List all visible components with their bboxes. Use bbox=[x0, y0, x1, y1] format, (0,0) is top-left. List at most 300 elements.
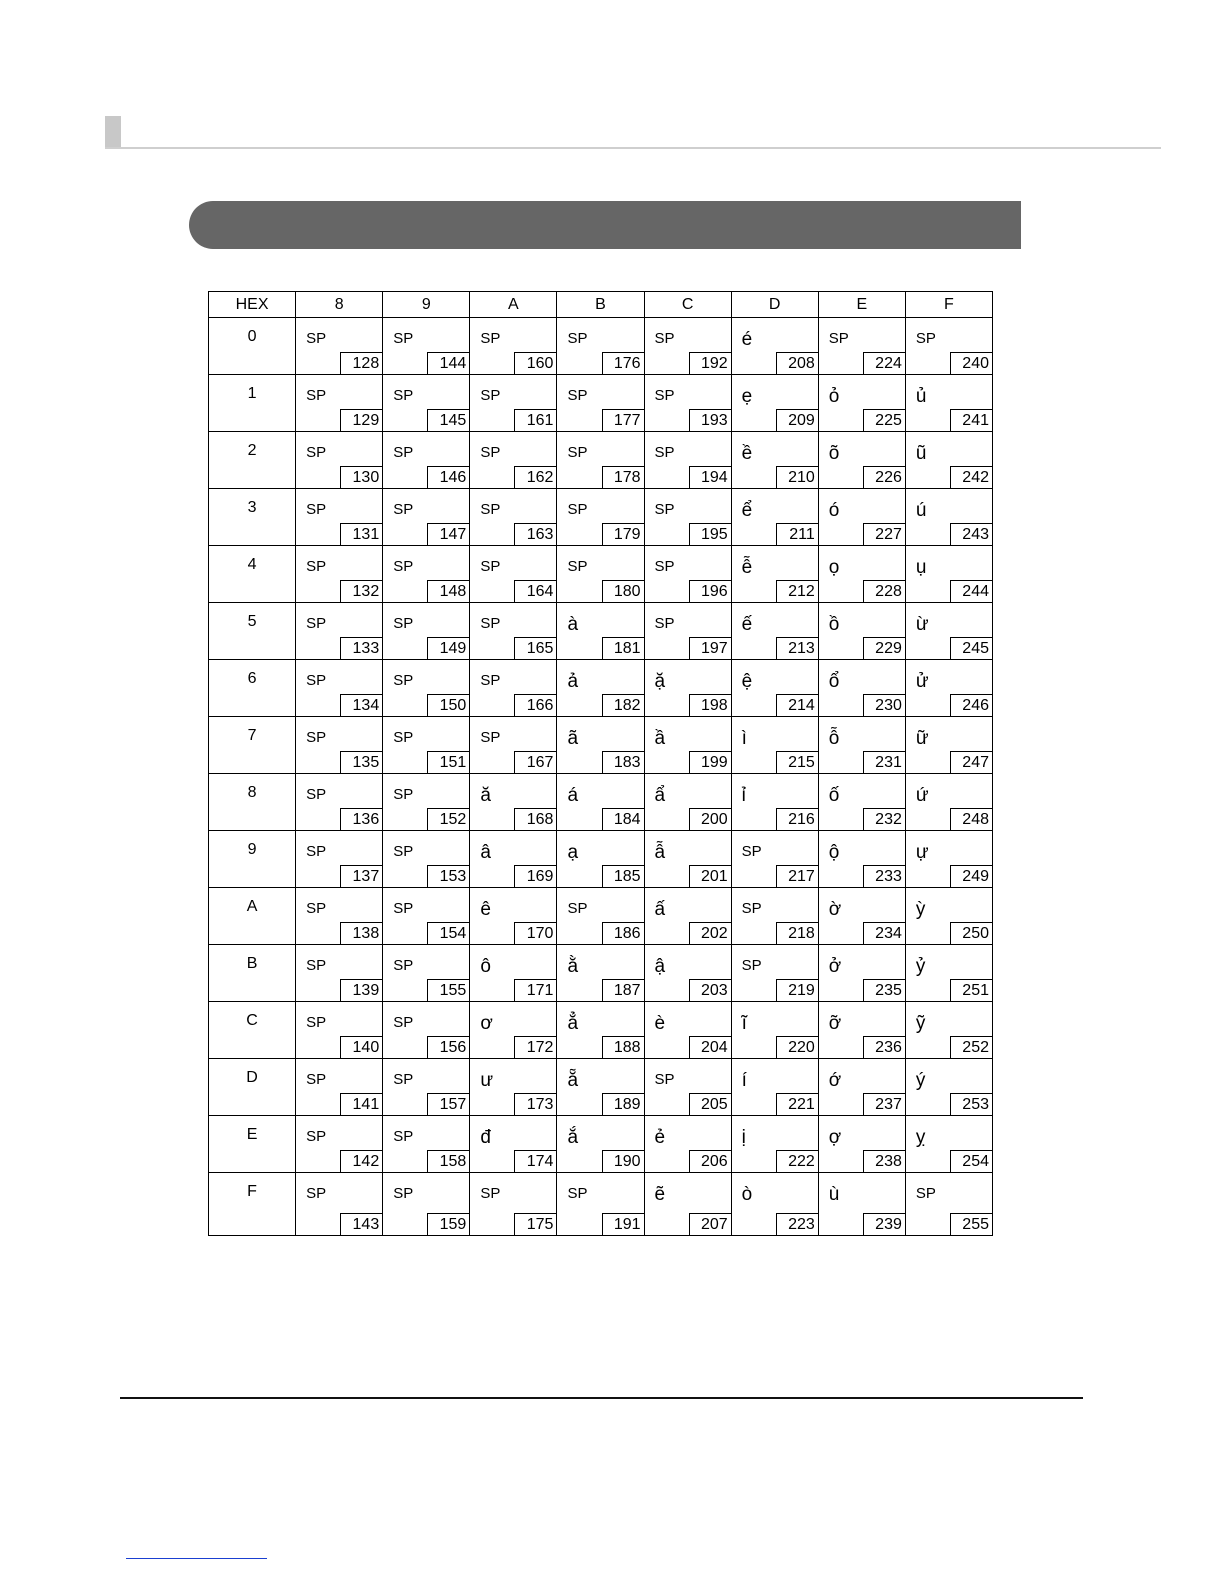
char-cell bbox=[296, 1173, 383, 1236]
char-cell bbox=[470, 945, 557, 1002]
decimal-code: 255 bbox=[950, 1213, 993, 1236]
char-glyph: ừ bbox=[915, 614, 929, 635]
decimal-code: 202 bbox=[689, 922, 732, 945]
decimal-code: 227 bbox=[863, 523, 906, 546]
char-cell bbox=[470, 318, 557, 375]
decimal-code: 219 bbox=[776, 979, 819, 1002]
char-glyph: đ bbox=[480, 1127, 491, 1148]
row-hex-header bbox=[209, 375, 296, 432]
table-row bbox=[209, 1002, 993, 1059]
char-glyph: õ bbox=[828, 443, 840, 464]
row-hex-label: D bbox=[246, 1069, 258, 1086]
row-hex-label: 4 bbox=[247, 556, 257, 573]
char-glyph: SP bbox=[567, 444, 588, 461]
decimal-code: 243 bbox=[950, 523, 993, 546]
decimal-code: 146 bbox=[427, 466, 470, 489]
char-cell bbox=[557, 1059, 644, 1116]
char-cell bbox=[296, 660, 383, 717]
char-cell bbox=[383, 1116, 470, 1173]
decimal-code: 192 bbox=[689, 352, 732, 375]
char-cell bbox=[383, 717, 470, 774]
decimal-code: 160 bbox=[514, 352, 557, 375]
char-glyph: ứ bbox=[915, 785, 929, 806]
char-glyph: ỳ bbox=[915, 899, 926, 920]
char-cell bbox=[731, 774, 818, 831]
char-cell bbox=[905, 774, 992, 831]
decimal-code: 175 bbox=[514, 1213, 557, 1236]
char-glyph: ở bbox=[828, 956, 842, 977]
char-glyph: SP bbox=[306, 444, 327, 461]
char-cell bbox=[818, 1173, 905, 1236]
char-cell bbox=[470, 603, 557, 660]
decimal-code: 135 bbox=[340, 751, 383, 774]
char-cell bbox=[557, 603, 644, 660]
char-cell bbox=[296, 774, 383, 831]
char-cell bbox=[818, 432, 905, 489]
char-glyph: ò bbox=[741, 1184, 753, 1205]
char-cell bbox=[644, 318, 731, 375]
char-cell bbox=[470, 432, 557, 489]
char-cell bbox=[731, 1059, 818, 1116]
char-glyph: ậ bbox=[654, 956, 666, 977]
row-hex-header bbox=[209, 1173, 296, 1236]
char-glyph: SP bbox=[393, 900, 414, 917]
char-glyph: SP bbox=[915, 1185, 936, 1202]
decimal-code: 198 bbox=[689, 694, 732, 717]
char-cell bbox=[905, 375, 992, 432]
char-cell bbox=[470, 375, 557, 432]
char-glyph: SP bbox=[306, 786, 327, 803]
char-cell bbox=[818, 831, 905, 888]
char-cell bbox=[905, 660, 992, 717]
char-glyph: SP bbox=[306, 1185, 327, 1202]
decimal-code: 195 bbox=[689, 523, 732, 546]
decimal-code: 234 bbox=[863, 922, 906, 945]
char-glyph: SP bbox=[567, 330, 588, 347]
char-cell bbox=[818, 1116, 905, 1173]
char-glyph: ọ bbox=[828, 557, 840, 578]
char-glyph: ổ bbox=[828, 671, 840, 692]
char-glyph: ằ bbox=[567, 956, 579, 977]
char-glyph: SP bbox=[654, 330, 675, 347]
char-cell bbox=[383, 1002, 470, 1059]
char-cell bbox=[383, 831, 470, 888]
char-glyph: ạ bbox=[567, 842, 579, 863]
row-hex-header bbox=[209, 603, 296, 660]
decimal-code: 150 bbox=[427, 694, 470, 717]
char-cell bbox=[557, 717, 644, 774]
char-cell bbox=[557, 375, 644, 432]
decimal-code: 149 bbox=[427, 637, 470, 660]
decimal-code: 204 bbox=[689, 1036, 732, 1059]
char-glyph: ẳ bbox=[567, 1013, 579, 1034]
char-cell bbox=[296, 1059, 383, 1116]
char-cell bbox=[383, 603, 470, 660]
char-cell bbox=[470, 546, 557, 603]
decimal-code: 128 bbox=[340, 352, 383, 375]
char-glyph: SP bbox=[393, 444, 414, 461]
char-cell bbox=[383, 432, 470, 489]
char-cell bbox=[296, 717, 383, 774]
char-glyph: SP bbox=[393, 387, 414, 404]
char-cell bbox=[296, 945, 383, 1002]
table-row bbox=[209, 1173, 993, 1236]
decimal-code: 199 bbox=[689, 751, 732, 774]
table-row bbox=[209, 318, 993, 375]
decimal-code: 170 bbox=[514, 922, 557, 945]
decimal-code: 157 bbox=[427, 1093, 470, 1116]
decimal-code: 155 bbox=[427, 979, 470, 1002]
row-hex-label: E bbox=[246, 1126, 258, 1143]
char-glyph: SP bbox=[393, 615, 414, 632]
decimal-code: 166 bbox=[514, 694, 557, 717]
char-glyph: ẩ bbox=[654, 785, 666, 806]
row-hex-label: 6 bbox=[247, 670, 257, 687]
char-glyph: ỷ bbox=[915, 956, 926, 977]
char-glyph: ỵ bbox=[915, 1127, 926, 1148]
table-row bbox=[209, 831, 993, 888]
char-cell bbox=[731, 603, 818, 660]
char-cell bbox=[644, 546, 731, 603]
char-cell bbox=[905, 603, 992, 660]
decimal-code: 130 bbox=[340, 466, 383, 489]
char-glyph: ỏ bbox=[828, 386, 840, 407]
decimal-code: 187 bbox=[602, 979, 645, 1002]
char-glyph: ă bbox=[480, 785, 491, 806]
footer-rule bbox=[120, 1397, 1083, 1399]
decimal-code: 193 bbox=[689, 409, 732, 432]
char-cell bbox=[644, 1173, 731, 1236]
char-glyph: SP bbox=[654, 387, 675, 404]
table-row bbox=[209, 489, 993, 546]
decimal-code: 200 bbox=[689, 808, 732, 831]
char-glyph: ủ bbox=[915, 386, 927, 407]
decimal-code: 218 bbox=[776, 922, 819, 945]
char-glyph: SP bbox=[393, 330, 414, 347]
decimal-code: 179 bbox=[602, 523, 645, 546]
decimal-code: 131 bbox=[340, 523, 383, 546]
char-cell bbox=[296, 432, 383, 489]
row-hex-label: 7 bbox=[247, 727, 257, 744]
char-glyph: ớ bbox=[828, 1070, 842, 1091]
char-glyph: ự bbox=[915, 842, 929, 863]
char-cell bbox=[644, 603, 731, 660]
row-hex-label: 1 bbox=[247, 385, 257, 402]
char-cell bbox=[818, 546, 905, 603]
table-row bbox=[209, 1059, 993, 1116]
char-cell bbox=[296, 1002, 383, 1059]
char-cell bbox=[644, 432, 731, 489]
char-cell bbox=[731, 1002, 818, 1059]
char-cell bbox=[905, 318, 992, 375]
decimal-code: 174 bbox=[514, 1150, 557, 1173]
row-hex-label: 5 bbox=[247, 613, 257, 630]
row-hex-header bbox=[209, 1002, 296, 1059]
char-glyph: SP bbox=[393, 1014, 414, 1031]
decimal-code: 197 bbox=[689, 637, 732, 660]
char-glyph: à bbox=[567, 614, 579, 635]
row-hex-label: F bbox=[247, 1183, 257, 1200]
char-cell bbox=[644, 774, 731, 831]
character-code-table bbox=[208, 291, 993, 1236]
row-hex-label: B bbox=[246, 955, 258, 972]
char-cell bbox=[818, 375, 905, 432]
decimal-code: 178 bbox=[602, 466, 645, 489]
char-glyph: ẻ bbox=[654, 1127, 666, 1148]
char-glyph: ể bbox=[741, 500, 753, 521]
decimal-code: 249 bbox=[950, 865, 993, 888]
decimal-code: 210 bbox=[776, 466, 819, 489]
char-cell bbox=[731, 717, 818, 774]
char-glyph: ề bbox=[741, 443, 753, 464]
char-cell bbox=[470, 489, 557, 546]
decimal-code: 188 bbox=[602, 1036, 645, 1059]
char-cell bbox=[470, 1059, 557, 1116]
char-glyph: ã bbox=[567, 728, 579, 749]
char-cell bbox=[818, 945, 905, 1002]
char-glyph: ử bbox=[915, 671, 929, 692]
table-row bbox=[209, 603, 993, 660]
char-glyph: ả bbox=[567, 671, 579, 692]
char-glyph: SP bbox=[393, 729, 414, 746]
char-cell bbox=[557, 546, 644, 603]
decimal-code: 190 bbox=[602, 1150, 645, 1173]
decimal-code: 211 bbox=[776, 523, 819, 546]
decimal-code: 254 bbox=[950, 1150, 993, 1173]
char-cell bbox=[731, 375, 818, 432]
table-row bbox=[209, 375, 993, 432]
char-cell bbox=[818, 603, 905, 660]
char-glyph: ỹ bbox=[915, 1013, 926, 1034]
char-cell bbox=[470, 831, 557, 888]
char-cell bbox=[557, 774, 644, 831]
row-hex-header bbox=[209, 831, 296, 888]
char-cell bbox=[905, 888, 992, 945]
char-glyph: ẫ bbox=[654, 842, 666, 863]
char-glyph: SP bbox=[480, 1185, 501, 1202]
column-header: 8 bbox=[296, 292, 383, 318]
decimal-code: 230 bbox=[863, 694, 906, 717]
char-cell bbox=[905, 831, 992, 888]
char-cell bbox=[383, 546, 470, 603]
char-cell bbox=[731, 831, 818, 888]
char-cell bbox=[296, 546, 383, 603]
decimal-code: 246 bbox=[950, 694, 993, 717]
decimal-code: 233 bbox=[863, 865, 906, 888]
char-cell bbox=[818, 318, 905, 375]
row-hex-header bbox=[209, 546, 296, 603]
char-cell bbox=[383, 1173, 470, 1236]
char-glyph: SP bbox=[393, 1071, 414, 1088]
char-cell bbox=[818, 1059, 905, 1116]
decimal-code: 181 bbox=[602, 637, 645, 660]
char-glyph: â bbox=[480, 842, 491, 863]
char-cell bbox=[731, 546, 818, 603]
row-hex-label: 8 bbox=[247, 784, 257, 801]
row-hex-header bbox=[209, 1059, 296, 1116]
decimal-code: 253 bbox=[950, 1093, 993, 1116]
char-cell bbox=[470, 774, 557, 831]
row-hex-label: 3 bbox=[247, 499, 257, 516]
char-cell bbox=[818, 888, 905, 945]
decimal-code: 250 bbox=[950, 922, 993, 945]
row-hex-header bbox=[209, 489, 296, 546]
decimal-code: 252 bbox=[950, 1036, 993, 1059]
char-glyph: SP bbox=[306, 1071, 327, 1088]
decimal-code: 231 bbox=[863, 751, 906, 774]
char-glyph: SP bbox=[480, 330, 501, 347]
column-header: E bbox=[818, 292, 905, 318]
decimal-code: 169 bbox=[514, 865, 557, 888]
char-cell bbox=[731, 432, 818, 489]
column-header: A bbox=[470, 292, 557, 318]
char-glyph: SP bbox=[306, 501, 327, 518]
decimal-code: 191 bbox=[602, 1213, 645, 1236]
decimal-code: 186 bbox=[602, 922, 645, 945]
decimal-code: 132 bbox=[340, 580, 383, 603]
decimal-code: 141 bbox=[340, 1093, 383, 1116]
char-glyph: SP bbox=[393, 786, 414, 803]
char-cell bbox=[644, 1116, 731, 1173]
table-row bbox=[209, 660, 993, 717]
row-hex-header bbox=[209, 717, 296, 774]
char-glyph: SP bbox=[306, 330, 327, 347]
table-row bbox=[209, 945, 993, 1002]
decimal-code: 154 bbox=[427, 922, 470, 945]
row-hex-label: 9 bbox=[247, 841, 257, 858]
char-glyph: SP bbox=[393, 1128, 414, 1145]
char-glyph: ụ bbox=[915, 557, 927, 578]
decimal-code: 180 bbox=[602, 580, 645, 603]
section-header-rule bbox=[105, 147, 1161, 149]
decimal-code: 220 bbox=[776, 1036, 819, 1059]
decimal-code: 129 bbox=[340, 409, 383, 432]
char-glyph: SP bbox=[306, 729, 327, 746]
char-glyph: SP bbox=[480, 615, 501, 632]
column-header: F bbox=[905, 292, 992, 318]
decimal-code: 182 bbox=[602, 694, 645, 717]
column-header: D bbox=[731, 292, 818, 318]
char-glyph: SP bbox=[654, 1071, 675, 1088]
char-glyph: SP bbox=[567, 558, 588, 575]
table-row bbox=[209, 774, 993, 831]
char-glyph: ê bbox=[480, 899, 491, 920]
table-row bbox=[209, 717, 993, 774]
char-glyph: ý bbox=[915, 1070, 926, 1091]
decimal-code: 133 bbox=[340, 637, 383, 660]
char-glyph: é bbox=[741, 329, 753, 350]
char-cell bbox=[470, 717, 557, 774]
char-glyph: ế bbox=[741, 614, 753, 635]
char-cell bbox=[644, 1059, 731, 1116]
decimal-code: 161 bbox=[514, 409, 557, 432]
decimal-code: 144 bbox=[427, 352, 470, 375]
char-glyph: SP bbox=[480, 501, 501, 518]
char-glyph: ơ bbox=[480, 1013, 493, 1034]
char-cell bbox=[905, 1059, 992, 1116]
decimal-code: 242 bbox=[950, 466, 993, 489]
decimal-code: 163 bbox=[514, 523, 557, 546]
char-glyph: ờ bbox=[828, 899, 842, 920]
decimal-code: 215 bbox=[776, 751, 819, 774]
decimal-code: 153 bbox=[427, 865, 470, 888]
char-glyph: ẵ bbox=[567, 1070, 579, 1091]
char-glyph: ố bbox=[828, 785, 840, 806]
decimal-code: 244 bbox=[950, 580, 993, 603]
decimal-code: 177 bbox=[602, 409, 645, 432]
char-glyph: SP bbox=[480, 558, 501, 575]
char-glyph: á bbox=[567, 785, 579, 806]
char-glyph: SP bbox=[654, 615, 675, 632]
char-cell bbox=[731, 318, 818, 375]
char-glyph: ợ bbox=[828, 1127, 842, 1148]
decimal-code: 205 bbox=[689, 1093, 732, 1116]
char-cell bbox=[818, 489, 905, 546]
row-hex-header bbox=[209, 774, 296, 831]
char-cell bbox=[644, 660, 731, 717]
footer-link-underline[interactable] bbox=[126, 1558, 267, 1559]
char-glyph: ầ bbox=[654, 728, 666, 749]
decimal-code: 143 bbox=[340, 1213, 383, 1236]
char-glyph: SP bbox=[480, 672, 501, 689]
decimal-code: 142 bbox=[340, 1150, 383, 1173]
char-cell bbox=[818, 660, 905, 717]
decimal-code: 223 bbox=[776, 1213, 819, 1236]
char-cell bbox=[644, 489, 731, 546]
row-hex-label: A bbox=[246, 898, 258, 915]
char-cell bbox=[818, 774, 905, 831]
table-row bbox=[209, 888, 993, 945]
char-glyph: SP bbox=[306, 843, 327, 860]
decimal-code: 221 bbox=[776, 1093, 819, 1116]
char-cell bbox=[470, 1173, 557, 1236]
char-glyph: SP bbox=[306, 387, 327, 404]
char-glyph: ộ bbox=[828, 842, 840, 863]
char-cell bbox=[905, 1116, 992, 1173]
char-cell bbox=[557, 888, 644, 945]
decimal-code: 165 bbox=[514, 637, 557, 660]
decimal-code: 240 bbox=[950, 352, 993, 375]
char-glyph: ũ bbox=[915, 443, 927, 464]
char-cell bbox=[905, 1002, 992, 1059]
char-glyph: ỉ bbox=[741, 785, 746, 806]
char-glyph: SP bbox=[741, 900, 762, 917]
char-cell bbox=[731, 660, 818, 717]
decimal-code: 228 bbox=[863, 580, 906, 603]
decimal-code: 156 bbox=[427, 1036, 470, 1059]
char-cell bbox=[383, 660, 470, 717]
decimal-code: 145 bbox=[427, 409, 470, 432]
decimal-code: 203 bbox=[689, 979, 732, 1002]
row-hex-header bbox=[209, 660, 296, 717]
char-cell bbox=[557, 945, 644, 1002]
char-glyph: SP bbox=[741, 843, 762, 860]
decimal-code: 138 bbox=[340, 922, 383, 945]
char-cell bbox=[557, 432, 644, 489]
table-row bbox=[209, 1116, 993, 1173]
decimal-code: 147 bbox=[427, 523, 470, 546]
char-glyph: SP bbox=[306, 1014, 327, 1031]
char-cell bbox=[296, 888, 383, 945]
row-hex-header bbox=[209, 318, 296, 375]
char-cell bbox=[731, 1116, 818, 1173]
char-glyph: ễ bbox=[741, 557, 753, 578]
char-glyph: ồ bbox=[828, 614, 840, 635]
decimal-code: 164 bbox=[514, 580, 557, 603]
decimal-code: 214 bbox=[776, 694, 819, 717]
char-glyph: SP bbox=[654, 444, 675, 461]
decimal-code: 151 bbox=[427, 751, 470, 774]
